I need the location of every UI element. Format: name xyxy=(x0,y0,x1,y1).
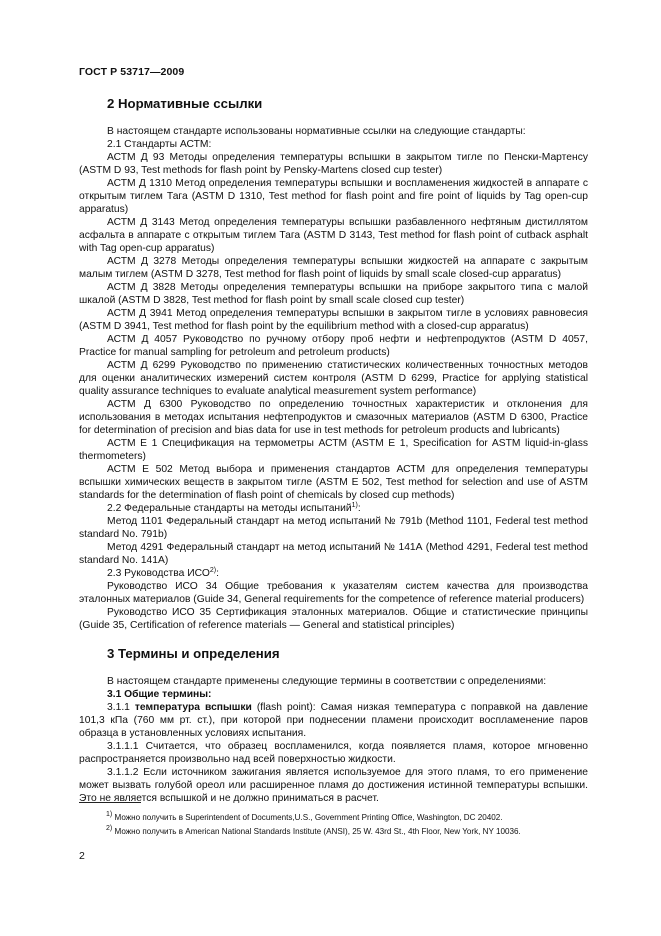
federal-heading-text: 2.2 Федеральные стандарты на методы испытаний xyxy=(107,503,352,514)
paragraph: 2.1 Стандарты АСТМ: xyxy=(107,139,212,150)
paragraph: В настоящем стандарте применены следующие термины в соответствии с определениями: xyxy=(107,676,547,687)
subsection-heading: 3.1 Общие термины: xyxy=(107,689,212,700)
footnotes xyxy=(79,811,599,839)
section-3-title: 3 Термины и определения xyxy=(107,646,280,661)
footnote-text: Можно получить в American National Standards Institute (ANSI), 25 W. 43rd St., 4th Floor, New York, NY 10036. xyxy=(114,827,521,836)
term-name: температура вспышки xyxy=(134,702,252,713)
paragraph: В настоящем стандарте использованы нормативные ссылки на следующие стандарты: xyxy=(107,126,526,137)
reference-item: АСТМ Д 1310 Метод определения температуры вспышки и воспламенения жидкостей в аппарате с открытым тиглем Тага (ASTM D 1310, Test method for flash point and fire point of liquids by Tag open-cup apparatus) xyxy=(79,178,588,215)
page-number: 2 xyxy=(79,850,85,862)
footnote-ref-2: 2) xyxy=(209,567,217,574)
term-number: 3.1.1 xyxy=(107,702,130,713)
footnote-text: Можно получить в Superintendent of Documents,U.S., Government Printing Office, Washington, DC 20402. xyxy=(114,813,503,822)
reference-item: АСТМ Д 4057 Руководство по ручному отбору проб нефти и нефтепродуктов (ASTM D 4057, Practice for manual sampling for petroleum and petroleum products) xyxy=(79,334,588,358)
footnote-mark: 1) xyxy=(106,811,113,818)
reference-item: АСТМ Д 3941 Метод определения температуры вспышки в закрытом тигле в условиях равновесия (ASTM D 3941, Test method for flash point by the equilibrium method with a closed-cup apparatus) xyxy=(79,308,588,332)
reference-item: АСТМ Д 93 Методы определения температуры вспышки в закрытом тигле по Пенски-Мартенсу (ASTM D 93, Test methods for flash point by Pensky-Martens closed cup tester) xyxy=(79,152,588,176)
footnote-mark: 2) xyxy=(106,825,113,832)
federal-standards-heading: 2.2 Федеральные стандарты на методы испытаний$^{1)}$: xyxy=(107,502,361,514)
reference-item: АСТМ Е 1 Спецификация на термометры АСТМ (ASTM E 1, Specification for ASTM liquid-in-glass thermometers) xyxy=(79,438,588,462)
reference-item: Метод 1101 Федеральный стандарт на метод испытаний № 791b (Method 1101, Federal test method standard No. 791b) xyxy=(79,516,588,540)
document-id: ГОСТ Р 53717—2009 xyxy=(79,66,185,78)
term-definition xyxy=(79,701,588,740)
section-2-title: 2 Нормативные ссылки xyxy=(107,96,263,111)
reference-item: АСТМ Е 502 Метод выбора и применения стандартов АСТМ для определения температуры вспышки химических веществ в закрытом тигле (ASTM E 502, Test method for selection and use of ASTM standards for the determination of flash point of chemicals by closed cup methods) xyxy=(79,464,588,501)
reference-item: Руководство ИСО 35 Сертификация эталонных материалов. Общие и статистические принципы (Guide 35, Certification of reference materials — General and statistical principles) xyxy=(79,607,588,631)
footnote-divider xyxy=(79,802,141,803)
reference-item: АСТМ Д 3828 Методы определения температуры вспышки на приборе закрытого типа с малой шкалой (ASTM D 3828, Test method for flash point by small scale closed cup tester) xyxy=(79,282,588,306)
reference-item: Руководство ИСО 34 Общие требования к указателям систем качества для производства эталонных материалов (Guide 34, General requirements for the competence of reference material producers) xyxy=(79,581,588,605)
reference-item: Метод 4291 Федеральный стандарт на метод испытаний № 141А (Method 4291, Federal test method standard No. 141A) xyxy=(79,542,588,566)
reference-item: АСТМ Д 6300 Руководство по определению точностных характеристик и отклонения для использования в методах испытания нефтепродуктов и смазочных материалов (ASTM D 6300, Practice for determination of precision and bias data for use in test methods for petroleum products and lubricants) xyxy=(79,399,588,436)
footnote xyxy=(79,811,599,825)
term-note: 3.1.1.1 Считается, что образец воспламенился, когда появляется пламя, которое мгновенно распространяется произвольно над всей поверхностью жидкости. xyxy=(79,741,588,765)
footnote xyxy=(79,825,599,839)
reference-item: АСТМ Д 6299 Руководство по применению статистических количественных точностных методов для оценки аналитических измерений систем контроля (ASTM D 6299, Practice for applying statistical quality assurance techniques to evaluate analytical measurement system performance) xyxy=(79,360,588,397)
page-body xyxy=(79,90,588,805)
reference-item: АСТМ Д 3143 Метод определения температуры вспышки разбавленного нефтяным дистиллятом асфальта в аппарате с открытым тиглем Тага (ASTM D 3143, Test method for flash point of cutback asphalt with Tag open-cup apparatus) xyxy=(79,217,588,254)
iso-heading-colon: : xyxy=(216,568,219,579)
term-note: 3.1.1.2 Если источником зажигания является используемое для этого пламя, то его применение может вызвать голубой ореол или расширенное пламя до достижения истинной температуры вспышки. Это не является вспышкой и не должно приниматься в расчет. xyxy=(79,767,588,804)
term-text: (flash point): Самая низкая температура с поправкой на давление 101,3 кПа (760 мм рт. ст.), при которой при поднесении пламени происходит воспламенение паров образца в установленных условиях испытания. xyxy=(79,702,588,739)
iso-guides-heading xyxy=(79,567,588,580)
iso-heading-text: 2.3 Руководства ИСО xyxy=(107,568,210,579)
reference-item: АСТМ Д 3278 Методы определения температуры вспышки жидкостей на аппарате с закрытым малым тиглем (ASTM D 3278, Test method for flash point of liquids by small scale closed-cup apparatus) xyxy=(79,256,588,280)
footnote-ref-1: 1) xyxy=(351,502,358,509)
